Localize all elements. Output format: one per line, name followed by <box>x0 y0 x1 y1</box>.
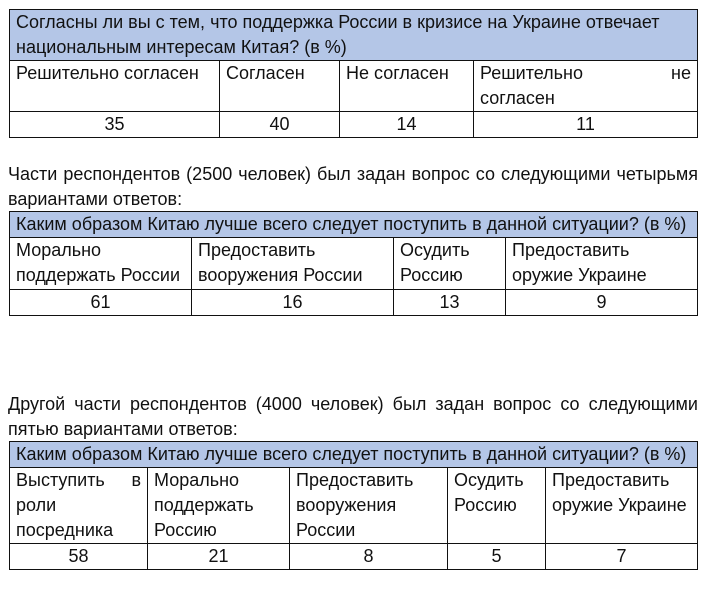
option-cell: Морально поддержать России <box>10 238 192 290</box>
survey-table-2 <box>9 211 698 316</box>
value-cell: 21 <box>148 544 290 570</box>
paragraph-1: Части респондентов (2500 человек) был задан вопрос со следующими четырьмя вариантами ответов: <box>8 164 698 209</box>
value-cell: 40 <box>220 112 340 138</box>
survey-table-1 <box>9 9 698 138</box>
values-row <box>10 112 698 138</box>
option-word: в <box>131 470 141 490</box>
values-row <box>10 544 698 570</box>
question-cell: Каким образом Китаю лучше всего следует поступить в данной ситуации? (в %) <box>10 212 698 238</box>
option-line: согласен <box>480 88 555 108</box>
option-cell: Морально поддержать Россию <box>148 468 290 544</box>
value-cell: 11 <box>474 112 698 138</box>
option-word: Решительно <box>480 63 584 83</box>
question-cell: Согласны ли вы с тем, что поддержка России в кризисе на Украине отвечает национальным интересам Китая? (в %) <box>10 10 698 61</box>
table-header-row <box>10 212 698 238</box>
paragraph-2: Другой части респондентов (4000 человек) был задан вопрос со следующими пятью вариантами ответов: <box>8 394 698 439</box>
table-header-row <box>10 442 698 468</box>
option-cell: Осудить Россию <box>394 238 506 290</box>
option-word: Выступить <box>16 470 105 490</box>
value-cell: 58 <box>10 544 148 570</box>
question-cell: Каким образом Китаю лучше всего следует поступить в данной ситуации? (в %) <box>10 442 698 468</box>
options-row <box>10 238 698 290</box>
value-cell: 7 <box>546 544 698 570</box>
value-cell: 16 <box>192 290 394 316</box>
options-row <box>10 468 698 544</box>
option-cell: Предоставить оружие Украине <box>546 468 698 544</box>
value-cell: 13 <box>394 290 506 316</box>
option-line <box>16 468 141 493</box>
option-cell: Осудить Россию <box>448 468 546 544</box>
option-cell: Согласен <box>220 61 340 112</box>
option-cell <box>474 61 698 112</box>
option-line <box>480 61 691 86</box>
value-cell: 14 <box>340 112 474 138</box>
value-cell: 35 <box>10 112 220 138</box>
value-cell: 9 <box>506 290 698 316</box>
values-row <box>10 290 698 316</box>
value-cell: 61 <box>10 290 192 316</box>
value-cell: 8 <box>290 544 448 570</box>
option-cell: Предоставить вооружения России <box>290 468 448 544</box>
option-line: роли посредника <box>16 495 114 540</box>
survey-table-3 <box>9 441 698 570</box>
option-cell <box>10 468 148 544</box>
options-row <box>10 61 698 112</box>
table-header-row <box>10 10 698 61</box>
option-word: не <box>671 63 691 83</box>
option-cell: Предоставить оружие Украине <box>506 238 698 290</box>
value-cell: 5 <box>448 544 546 570</box>
option-cell: Предоставить вооружения России <box>192 238 394 290</box>
option-cell: Решительно согласен <box>10 61 220 112</box>
option-cell: Не согласен <box>340 61 474 112</box>
